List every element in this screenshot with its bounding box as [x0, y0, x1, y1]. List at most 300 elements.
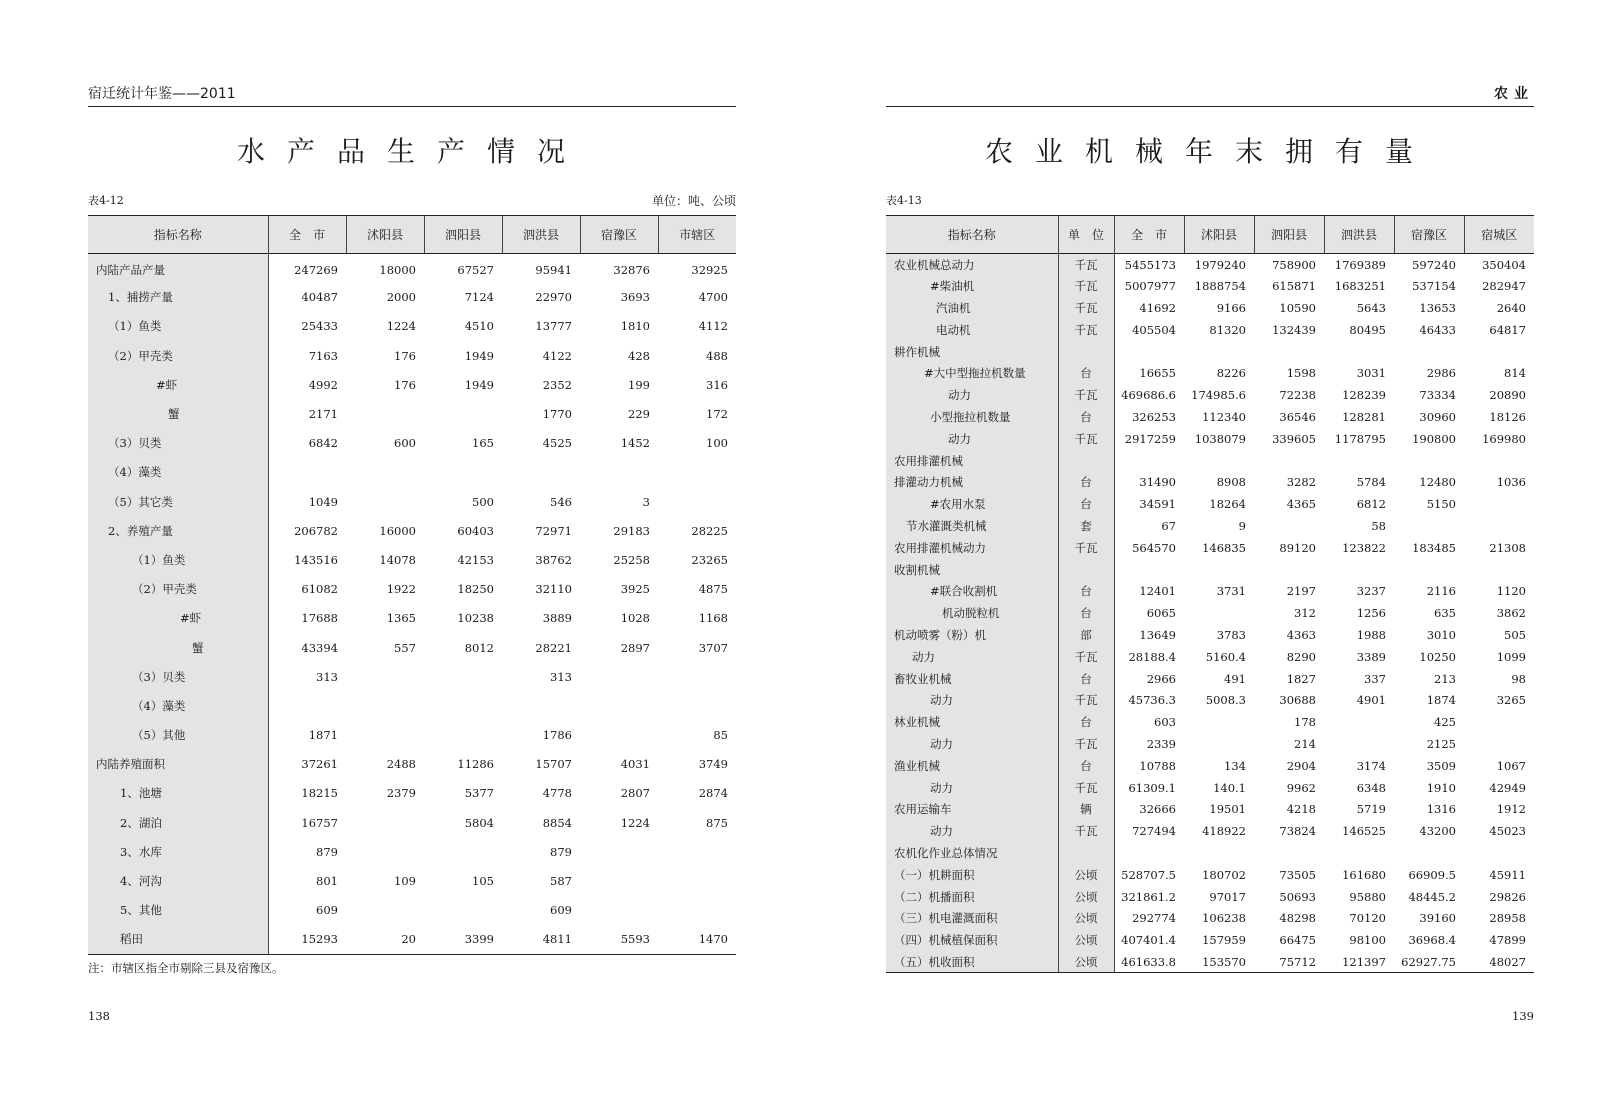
row-label: 内陆养殖面积 — [88, 750, 268, 779]
table-cell: 292774 — [1132, 911, 1176, 926]
row-unit: 千瓦 — [1058, 384, 1114, 406]
table-row — [88, 399, 736, 428]
row-label: 动力 — [886, 689, 1058, 711]
table-cell — [658, 487, 736, 516]
table-cell: 3265 — [1496, 693, 1526, 708]
table-cell: 1874 — [1426, 693, 1456, 708]
table-cell: 97017 — [1209, 889, 1246, 904]
table-cell: 18250 — [457, 582, 494, 597]
table-cell: 37261 — [301, 757, 338, 772]
table-cell: 3693 — [620, 290, 650, 305]
row-label: 内陆产品产量 — [88, 254, 268, 283]
row-label: 5、其他 — [88, 896, 268, 925]
row-label: 蟹 — [88, 399, 268, 428]
row-label: #农用水泵 — [886, 493, 1058, 515]
table-cell: 178 — [1294, 715, 1316, 730]
table-cell: 4218 — [1286, 802, 1316, 817]
table-cell: 1770 — [542, 407, 572, 422]
table-cell: 206782 — [294, 523, 338, 538]
table-cell: 313 — [316, 669, 338, 684]
table-cell: 176 — [394, 377, 416, 392]
table-cell: 21308 — [1489, 540, 1526, 555]
table-cell: 146525 — [1342, 824, 1386, 839]
table-cell: 1178795 — [1334, 431, 1386, 446]
table-cell: 41692 — [1139, 300, 1176, 315]
row-label: 农机化作业总体情况 — [886, 842, 1058, 864]
table-cell — [268, 691, 346, 720]
table-cell: 4700 — [698, 290, 728, 305]
table-cell — [1114, 842, 1184, 864]
row-label: （4）藻类 — [88, 458, 268, 487]
table-row — [88, 808, 736, 837]
table-cell: 29183 — [613, 523, 650, 538]
table-row — [88, 779, 736, 808]
row-unit: 千瓦 — [1058, 689, 1114, 711]
table-cell: 12480 — [1419, 475, 1456, 490]
table-row — [88, 837, 736, 866]
table-cell: 45911 — [1489, 867, 1526, 882]
table-cell: 28221 — [535, 640, 572, 655]
table-cell — [1464, 341, 1534, 363]
table-cell: 43200 — [1419, 824, 1456, 839]
table-cell: 1120 — [1496, 584, 1526, 599]
table-cell: 66909.5 — [1408, 867, 1456, 882]
table-cell: 5008.3 — [1205, 693, 1246, 708]
table-cell: 61082 — [301, 582, 338, 597]
table-cell — [1394, 842, 1464, 864]
row-unit: 千瓦 — [1058, 254, 1114, 276]
column-header: 市辖区 — [658, 216, 736, 254]
row-unit: 公顷 — [1058, 951, 1114, 973]
table-cell: 22970 — [535, 290, 572, 305]
table-cell: 4875 — [698, 582, 728, 597]
table-cell: 46433 — [1419, 322, 1456, 337]
table-cell: 3174 — [1356, 758, 1386, 773]
table-cell: 123822 — [1342, 540, 1386, 555]
table-cell: 28958 — [1489, 911, 1526, 926]
table-cell: 9962 — [1286, 780, 1316, 795]
row-label: 小型拖拉机数量 — [886, 406, 1058, 428]
table-cell — [424, 896, 502, 925]
row-label: （三）机电灌溉面积 — [886, 907, 1058, 929]
table-cell: 40487 — [301, 290, 338, 305]
table-header-row — [886, 216, 1534, 254]
table-cell: 28188.4 — [1128, 649, 1176, 664]
table-number-left: 表4-12 — [88, 194, 124, 207]
table-row — [886, 406, 1534, 428]
table-cell: 1827 — [1286, 671, 1316, 686]
table-cell: 106238 — [1202, 911, 1246, 926]
row-label: （1）鱼类 — [88, 312, 268, 341]
table-cell: 247269 — [294, 263, 338, 278]
table-cell: 3749 — [698, 757, 728, 772]
table-cell — [424, 721, 502, 750]
running-head-left — [88, 84, 736, 107]
table-cell: 597240 — [1412, 257, 1456, 272]
table-cell: 4525 — [542, 436, 572, 451]
table-cell: 95880 — [1349, 889, 1386, 904]
table-cell — [1464, 559, 1534, 581]
table-cell — [1324, 711, 1394, 733]
table-cell: 176 — [394, 348, 416, 363]
table-cell: 4510 — [464, 319, 494, 334]
running-head-right — [886, 84, 1534, 107]
column-header: 全 市 — [268, 216, 346, 254]
right-page — [886, 0, 1534, 1099]
table-cell — [1464, 733, 1534, 755]
table-cell: 2125 — [1426, 736, 1456, 751]
table-cell: 9 — [1238, 518, 1246, 533]
table-cell — [1114, 341, 1184, 363]
table-row — [886, 951, 1534, 973]
table-cell — [1184, 602, 1254, 624]
table-cell — [346, 721, 424, 750]
row-label: 4、河沟 — [88, 866, 268, 895]
table-cell: 98 — [1511, 671, 1526, 686]
table-row — [886, 907, 1534, 929]
table-cell: 2116 — [1426, 584, 1456, 599]
table-cell: 1256 — [1356, 606, 1386, 621]
table-cell — [658, 691, 736, 720]
column-header: 泗洪县 — [1324, 216, 1394, 254]
row-label: 机动喷雾（粉）机 — [886, 624, 1058, 646]
row-unit: 千瓦 — [1058, 275, 1114, 297]
table-cell: 3783 — [1216, 627, 1246, 642]
table-cell: 43394 — [301, 640, 338, 655]
table-cell: 23265 — [691, 552, 728, 567]
table-cell: 73505 — [1279, 867, 1316, 882]
row-unit: 千瓦 — [1058, 428, 1114, 450]
table-cell: 3889 — [542, 611, 572, 626]
table-cell: 81320 — [1209, 322, 1246, 337]
table-cell: 89120 — [1279, 540, 1316, 555]
table-cell: 5160.4 — [1205, 649, 1246, 664]
table-cell: 801 — [316, 874, 338, 889]
row-unit: 千瓦 — [1058, 537, 1114, 559]
table-cell: 2807 — [620, 786, 650, 801]
table-cell: 18126 — [1489, 409, 1526, 424]
row-unit: 辆 — [1058, 798, 1114, 820]
table-row — [886, 384, 1534, 406]
row-label: 排灌动力机械 — [886, 471, 1058, 493]
row-unit: 公顷 — [1058, 929, 1114, 951]
table-cell: 461633.8 — [1114, 951, 1184, 973]
table-cell — [1184, 559, 1254, 581]
row-unit: 公顷 — [1058, 907, 1114, 929]
row-label: 动力 — [886, 646, 1058, 668]
table-cell — [1254, 341, 1324, 363]
row-unit: 台 — [1058, 711, 1114, 733]
table-row — [88, 662, 736, 691]
table-cell: 469686.6 — [1121, 388, 1176, 403]
table-cell — [1464, 493, 1534, 515]
table-cell: 2379 — [386, 786, 416, 801]
table-cell — [1184, 450, 1254, 472]
table-cell: 603 — [1154, 715, 1176, 730]
table-cell: 25258 — [613, 552, 650, 567]
table-cell: 4112 — [698, 319, 728, 334]
aquatic-production-table — [88, 215, 736, 955]
table-row — [886, 275, 1534, 297]
table-row — [886, 864, 1534, 886]
table-cell — [1464, 711, 1534, 733]
row-label: 农用排灌机械 — [886, 450, 1058, 472]
table-cell: 157959 — [1202, 933, 1246, 948]
table-cell: 528707.5 — [1121, 867, 1176, 882]
table-cell: 1910 — [1426, 780, 1456, 795]
table-row — [886, 689, 1534, 711]
table-cell: 5719 — [1356, 802, 1386, 817]
table-row — [886, 646, 1534, 668]
table-cell: 2000 — [386, 290, 416, 305]
table-row — [886, 471, 1534, 493]
row-label: （四）机械植保面积 — [886, 929, 1058, 951]
table-cell — [1254, 450, 1324, 472]
table-cell: 190800 — [1412, 431, 1456, 446]
left-page — [88, 0, 736, 1099]
table-cell: 7163 — [308, 348, 338, 363]
row-label: 农用运输车 — [886, 798, 1058, 820]
row-label: 动力 — [886, 820, 1058, 842]
table-cell — [1184, 733, 1254, 755]
table-cell: 537154 — [1412, 279, 1456, 294]
section-title: 农业 — [1494, 86, 1534, 102]
table-cell: 10238 — [457, 611, 494, 626]
table-cell: 11286 — [457, 757, 494, 772]
table-cell: 1365 — [386, 611, 416, 626]
table-cell: 134 — [1224, 758, 1246, 773]
table-cell: 98100 — [1349, 933, 1386, 948]
table-cell: 2197 — [1286, 584, 1316, 599]
table-cell — [658, 458, 736, 487]
table-cell: 758900 — [1272, 257, 1316, 272]
table-cell — [346, 487, 424, 516]
table-note: 注：市辖区指全市剔除三县及宿豫区。 — [88, 961, 284, 975]
table-cell: 1949 — [464, 348, 494, 363]
row-label: （3）贝类 — [88, 429, 268, 458]
table-row — [88, 721, 736, 750]
table-cell: 42153 — [457, 552, 494, 567]
table-cell: 6812 — [1356, 497, 1386, 512]
table-cell: 85 — [713, 728, 728, 743]
table-cell — [1324, 341, 1394, 363]
row-unit: 千瓦 — [1058, 820, 1114, 842]
table-cell: 161680 — [1342, 867, 1386, 882]
table-cell: 180702 — [1202, 867, 1246, 882]
table-cell: 4778 — [542, 786, 572, 801]
row-label: （2）甲壳类 — [88, 575, 268, 604]
table-cell: 62927.75 — [1394, 951, 1464, 973]
table-cell: 4363 — [1286, 627, 1316, 642]
table-cell: 72238 — [1279, 388, 1316, 403]
table-cell: 1028 — [620, 611, 650, 626]
table-cell: 112340 — [1202, 409, 1246, 424]
row-label: 1、捕捞产量 — [88, 283, 268, 312]
table-cell: 425 — [1434, 715, 1456, 730]
table-cell: 95941 — [535, 263, 572, 278]
table-row — [88, 750, 736, 779]
table-cell: 2640 — [1496, 300, 1526, 315]
table-cell: 183485 — [1412, 540, 1456, 555]
table-cell: 3862 — [1496, 606, 1526, 621]
table-cell — [346, 662, 424, 691]
table-cell: 2171 — [308, 407, 338, 422]
table-cell: 5150 — [1426, 497, 1456, 512]
row-label: （5）其他 — [88, 721, 268, 750]
table-cell — [580, 866, 658, 895]
table-row — [88, 283, 736, 312]
table-row — [88, 633, 736, 662]
table-cell: 1049 — [308, 494, 338, 509]
table-cell: 5593 — [580, 925, 658, 954]
row-label: 汽油机 — [886, 297, 1058, 319]
table-unit-left: 单位：吨、公顷 — [651, 194, 736, 208]
table-cell — [1324, 733, 1394, 755]
table-row — [886, 886, 1534, 908]
table-cell: 32110 — [535, 582, 572, 597]
table-cell: 5455173 — [1124, 257, 1176, 272]
table-cell — [1394, 450, 1464, 472]
table-cell: 488 — [706, 348, 728, 363]
table-row — [886, 341, 1534, 363]
table-number-right: 表4-13 — [886, 194, 922, 207]
row-unit: 台 — [1058, 602, 1114, 624]
table-cell: 1598 — [1286, 366, 1316, 381]
row-unit: 公顷 — [1058, 886, 1114, 908]
table-row — [88, 312, 736, 341]
table-row — [88, 458, 736, 487]
table-cell: 34591 — [1139, 497, 1176, 512]
table-cell — [658, 662, 736, 691]
table-row — [886, 755, 1534, 777]
table-cell: 20890 — [1489, 388, 1526, 403]
table-cell: 30688 — [1279, 693, 1316, 708]
row-label: （二）机播面积 — [886, 886, 1058, 908]
table-cell: 879 — [550, 844, 572, 859]
table-cell: 3509 — [1426, 758, 1456, 773]
table-cell: 16757 — [301, 815, 338, 830]
table-cell: 407401.4 — [1121, 933, 1176, 948]
row-label: 机动脱粒机 — [886, 602, 1058, 624]
table-title-machinery: 农业机械年末拥有量 — [984, 135, 1435, 168]
table-cell: 1769389 — [1334, 257, 1386, 272]
table-cell: 5377 — [464, 786, 494, 801]
table-cell: 47899 — [1489, 933, 1526, 948]
column-header: 宿豫区 — [580, 216, 658, 254]
table-cell: 2339 — [1146, 736, 1176, 751]
table-row — [886, 798, 1534, 820]
yearbook-title: 宿迁统计年鉴——2011 — [88, 86, 236, 102]
row-unit: 千瓦 — [1058, 319, 1114, 341]
column-header: 泗阳县 — [424, 216, 502, 254]
table-cell: 73824 — [1279, 824, 1316, 839]
table-cell — [1324, 450, 1394, 472]
table-cell — [346, 691, 424, 720]
table-cell — [424, 399, 502, 428]
table-cell: 1452 — [620, 436, 650, 451]
table-cell: 128239 — [1342, 388, 1386, 403]
table-row — [886, 493, 1534, 515]
table-cell — [424, 458, 502, 487]
table-cell: 727494 — [1132, 824, 1176, 839]
table-cell: 350404 — [1482, 257, 1526, 272]
table-cell — [580, 837, 658, 866]
table-cell: 229 — [628, 407, 650, 422]
table-row — [88, 896, 736, 925]
table-cell: 174985.6 — [1191, 388, 1246, 403]
row-label: （一）机耕面积 — [886, 864, 1058, 886]
row-label: 动力 — [886, 777, 1058, 799]
table-cell — [1184, 341, 1254, 363]
row-unit: 台 — [1058, 362, 1114, 384]
table-cell: 8226 — [1216, 366, 1246, 381]
table-cell — [1254, 515, 1324, 537]
column-header: 指标名称 — [886, 216, 1058, 254]
table-cell — [1324, 559, 1394, 581]
table-cell — [1394, 515, 1464, 537]
table-row — [886, 733, 1534, 755]
row-label: 动力 — [886, 428, 1058, 450]
table-cell: 1810 — [620, 319, 650, 334]
table-cell: 1912 — [1496, 802, 1526, 817]
row-unit: 台 — [1058, 580, 1114, 602]
table-cell: 13649 — [1139, 627, 1176, 642]
table-cell: 15293 — [268, 925, 346, 954]
table-cell: 14078 — [379, 552, 416, 567]
row-label: 1、池塘 — [88, 779, 268, 808]
table-row — [886, 668, 1534, 690]
row-label: （2）甲壳类 — [88, 341, 268, 370]
table-cell: 10590 — [1279, 300, 1316, 315]
table-cell: 326253 — [1132, 409, 1176, 424]
table-cell: 143516 — [294, 552, 338, 567]
table-cell: 5643 — [1356, 300, 1386, 315]
table-cell: 172 — [706, 407, 728, 422]
table-cell: 10250 — [1419, 649, 1456, 664]
column-header: 沭阳县 — [346, 216, 424, 254]
table-cell: 48445.2 — [1408, 889, 1456, 904]
row-unit: 台 — [1058, 471, 1114, 493]
table-row — [886, 428, 1534, 450]
table-cell: 1224 — [620, 815, 650, 830]
table-row — [88, 341, 736, 370]
row-label: 畜牧业机械 — [886, 668, 1058, 690]
table-cell: 600 — [394, 436, 416, 451]
table-cell: 2874 — [698, 786, 728, 801]
row-label: 蟹 — [88, 633, 268, 662]
column-header: 宿城区 — [1464, 216, 1534, 254]
table-cell — [268, 458, 346, 487]
table-cell — [1464, 842, 1534, 864]
table-cell: 213 — [1434, 671, 1456, 686]
table-cell — [1464, 515, 1534, 537]
table-cell: 132439 — [1272, 322, 1316, 337]
table-cell: 3389 — [1356, 649, 1386, 664]
table-row — [88, 429, 736, 458]
row-label: 动力 — [886, 733, 1058, 755]
table-cell: 418922 — [1202, 824, 1246, 839]
table-row — [88, 604, 736, 633]
table-cell: 16000 — [379, 523, 416, 538]
table-cell — [346, 896, 424, 925]
row-unit — [1058, 450, 1114, 472]
table-cell: 18264 — [1209, 497, 1246, 512]
table-cell: 13777 — [535, 319, 572, 334]
row-label: #虾 — [88, 604, 268, 633]
table-cell — [1184, 842, 1254, 864]
table-cell — [658, 896, 736, 925]
table-cell — [580, 662, 658, 691]
